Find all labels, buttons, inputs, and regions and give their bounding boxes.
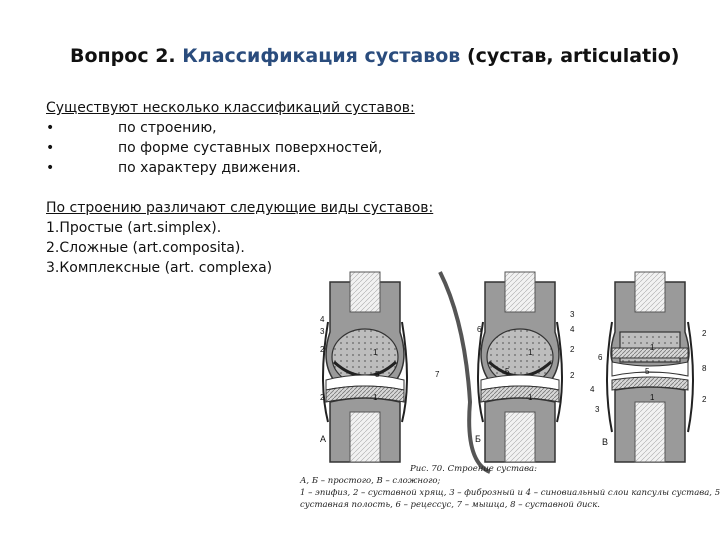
bullet-text: по строению,	[118, 120, 217, 136]
title-accent: Классификация суставов	[182, 45, 461, 67]
structure-item: 3.Комплексные (art. complexa)	[46, 260, 273, 276]
callout-label: 1	[528, 393, 533, 402]
callout-label: 3	[320, 327, 325, 336]
bullet-dot: •	[46, 160, 55, 176]
callout-label: 2	[570, 345, 575, 354]
panel-label-b: Б	[475, 434, 481, 444]
panel-label-c: В	[602, 437, 609, 447]
callout-label: 2	[702, 329, 707, 338]
callout-label: 5	[375, 370, 380, 379]
caption-title: Рис. 70. Строение сустава:	[410, 464, 537, 474]
title-prefix: Вопрос 2.	[70, 45, 176, 67]
bullet-dot: •	[46, 120, 55, 136]
bullet-item	[46, 118, 433, 138]
callout-label: 1	[373, 348, 378, 357]
callout-label: 5	[645, 367, 650, 376]
callout-label: 2	[702, 395, 707, 404]
callout-label: 4	[570, 325, 575, 334]
callout-label: 4	[320, 315, 325, 324]
panel-label-a: А	[320, 434, 327, 444]
callout-label: 8	[702, 364, 707, 373]
callout-label: 4	[590, 385, 595, 394]
panel-c-diagram	[607, 272, 693, 462]
callout-label: 1	[650, 393, 655, 402]
callout-label: 6	[598, 353, 603, 362]
callout-label: 1	[650, 343, 655, 352]
callout-label: 2	[320, 393, 325, 402]
callout-label: 1	[528, 348, 533, 357]
intro-heading: Существуют несколько классификаций суставов:	[46, 100, 415, 116]
panel-a-diagram	[323, 272, 407, 462]
structure-heading: По строению различают следующие виды суставов:	[46, 200, 434, 216]
callout-label: 5	[505, 367, 510, 376]
callout-label: 2	[570, 371, 575, 380]
bullet-text: по характеру движения.	[118, 160, 301, 176]
caption-line: суставная полость, 6 – рецессус, 7 – мышца, 8 – суставной диск.	[300, 500, 600, 510]
caption-line: А, Б – простого, В – сложного;	[300, 476, 441, 486]
callout-label: 2	[320, 345, 325, 354]
bullet-item	[46, 138, 433, 158]
panel-b-diagram	[440, 272, 562, 472]
slide-title	[70, 45, 679, 67]
callout-label: 7	[435, 370, 440, 379]
bullet-dot: •	[46, 140, 55, 156]
bullet-item	[46, 158, 433, 178]
callout-label: 3	[595, 405, 600, 414]
bullet-text: по форме суставных поверхностей,	[118, 140, 383, 156]
structure-item: 1.Простые (art.simplex).	[46, 220, 222, 236]
figure-caption	[300, 463, 720, 511]
caption-line: 1 – эпифиз, 2 – суставной хрящ, 3 – фиброзный и 4 – синовиальный слои капсулы сустава, 5	[300, 488, 720, 498]
callout-label: 1	[373, 393, 378, 402]
callout-label: 3	[570, 310, 575, 319]
callout-label: 6	[477, 325, 482, 334]
structure-item: 2.Сложные (art.composita).	[46, 240, 245, 256]
body-text	[46, 98, 433, 278]
title-suffix: (сустав, articulatio)	[466, 45, 680, 67]
